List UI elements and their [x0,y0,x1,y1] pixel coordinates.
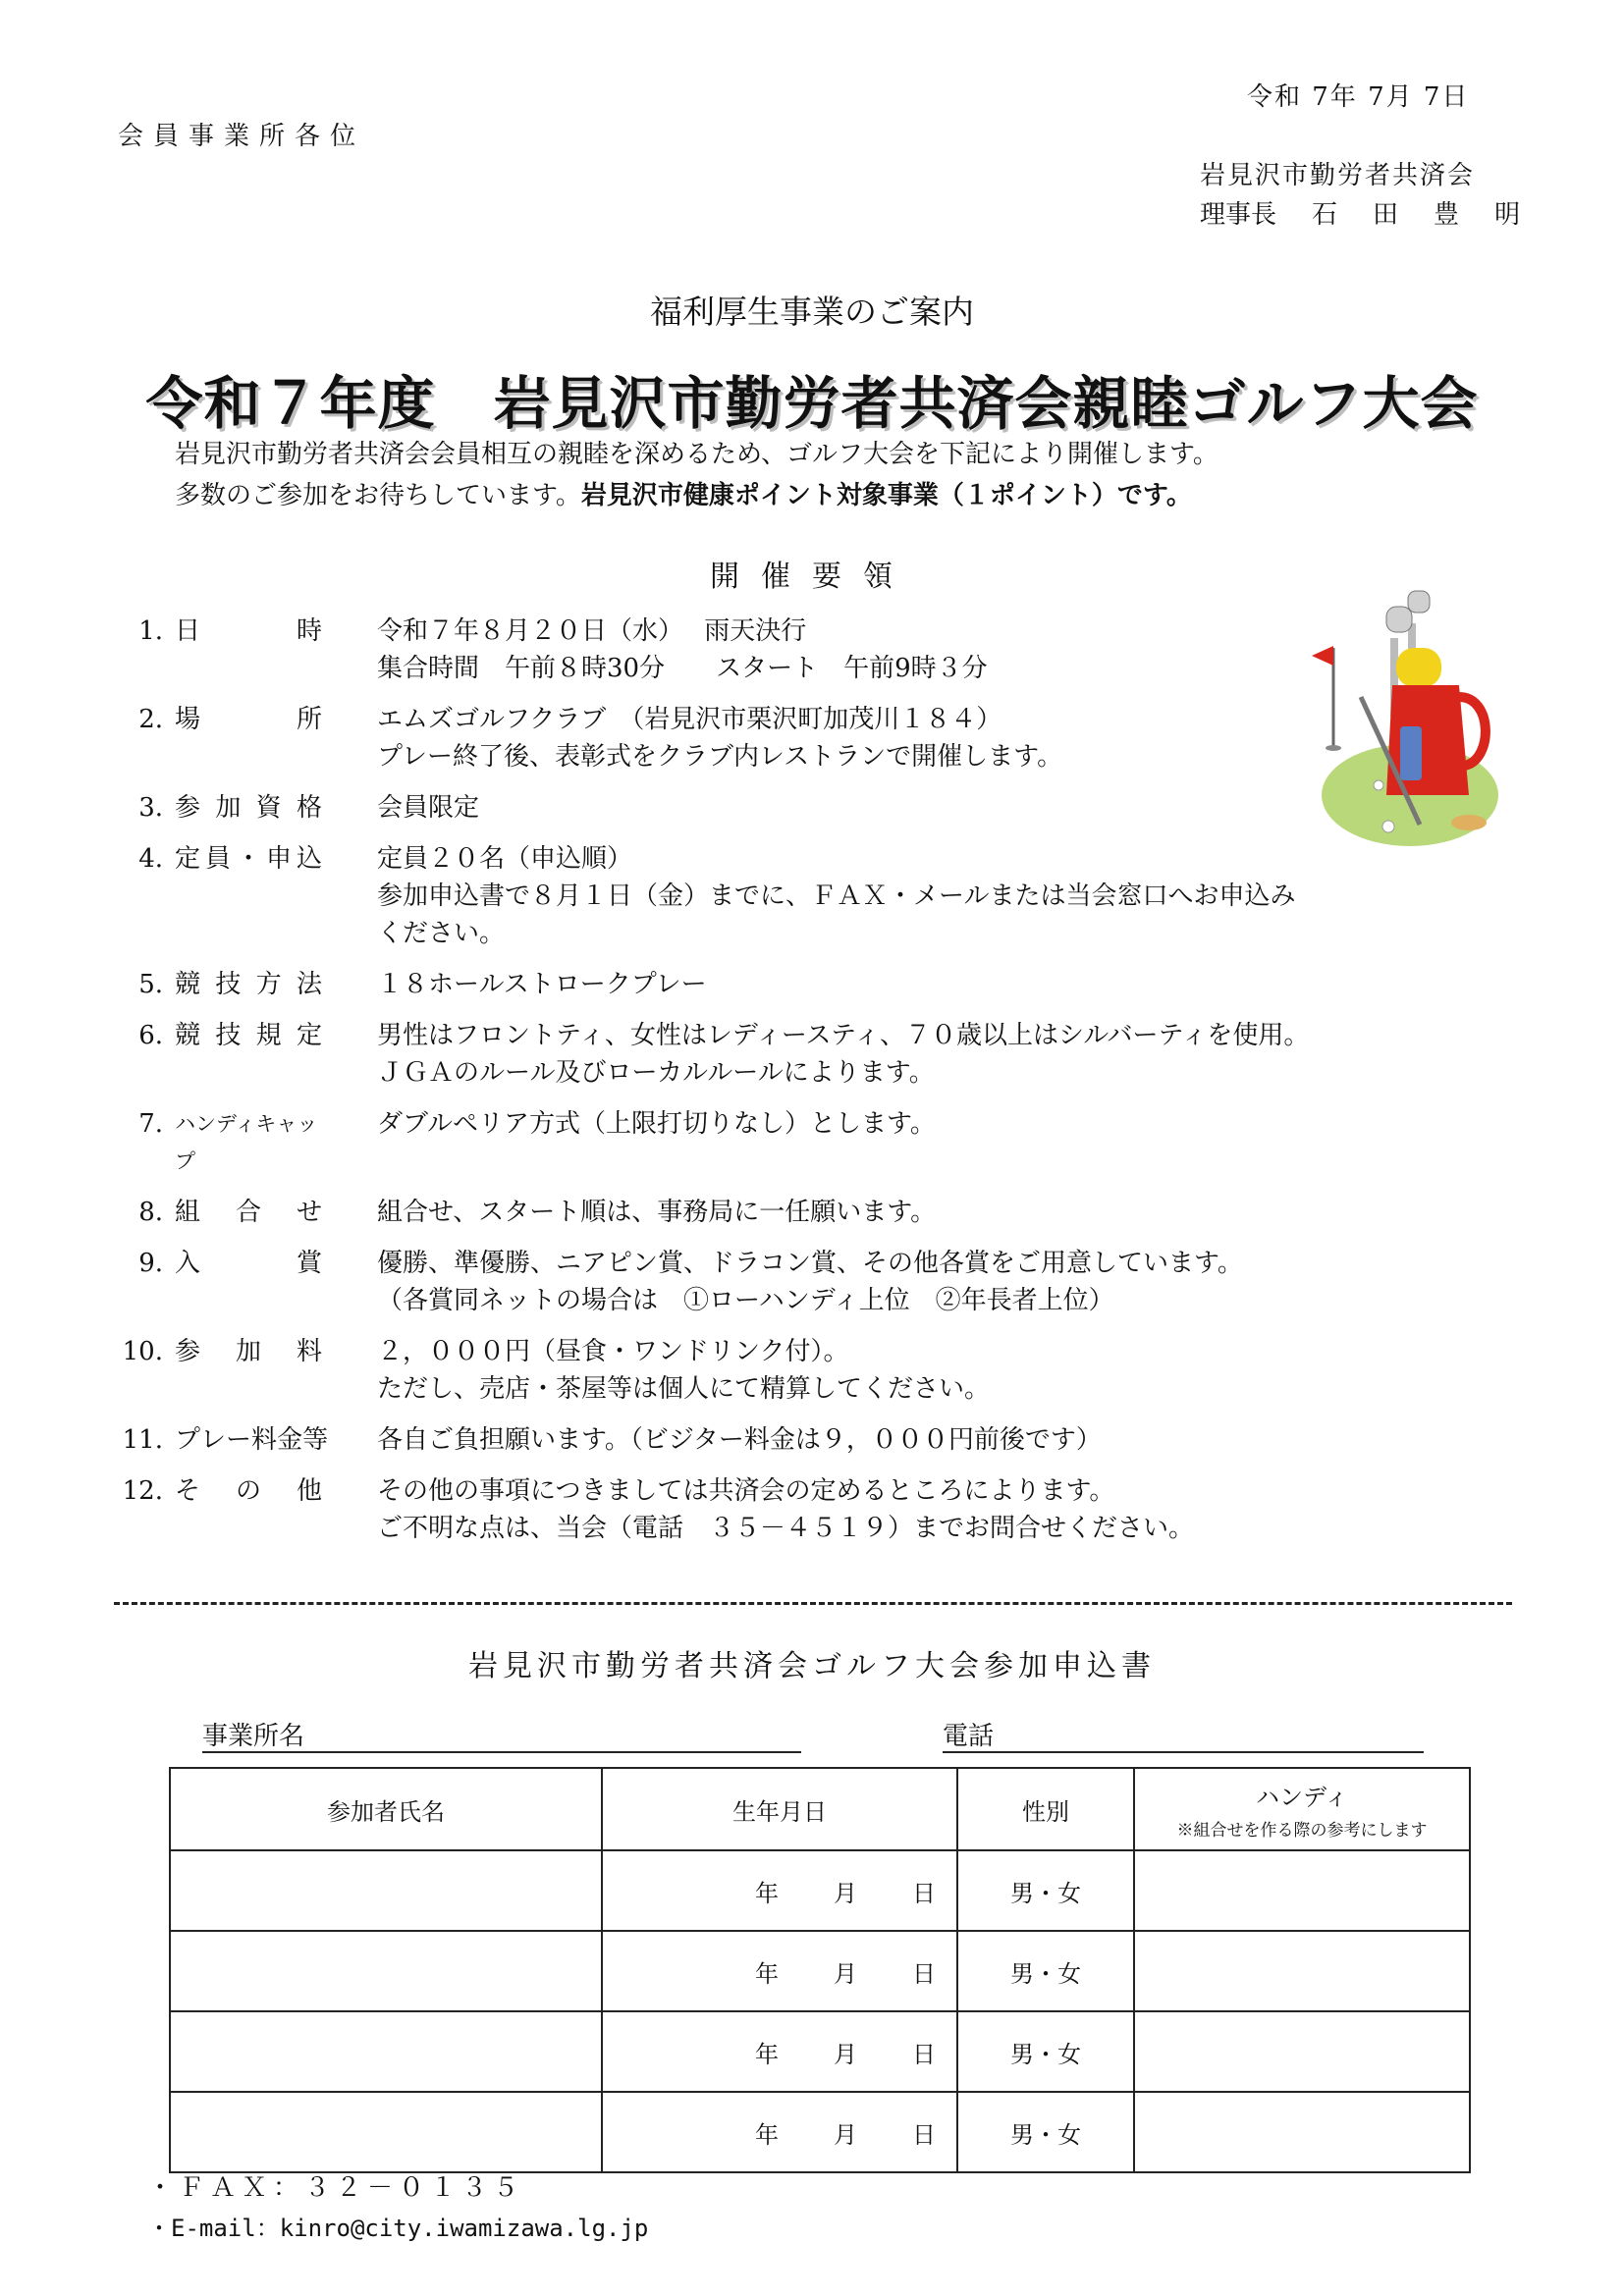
value-line: ２，０００円（昼食・ワンドリンク付）。 [377,1337,849,1366]
label-char: 入 [175,1249,201,1278]
table-row [170,1931,1470,2011]
item-number: 11. [122,1425,163,1455]
label-char: 参 [175,793,201,823]
header-name: 参加者氏名 [170,1768,602,1850]
item-label [175,1333,322,1408]
table-row [170,2011,1470,2092]
label-char: 等 [302,1425,329,1455]
header-sex: 性別 [957,1768,1134,1850]
label-char: レ [200,1425,227,1455]
registration-table [169,1767,1471,2173]
item-value [377,966,707,1003]
handi-cell[interactable] [1134,1931,1470,2011]
contact-email[interactable]: ・E-mail：kinro@city.iwamizawa.lg.jp [147,2215,649,2242]
intro-line-2-plain: 多数のご参加をお待ちしています。 [175,481,581,510]
issue-date: 令和 7年 7月 7日 [1247,82,1470,112]
header-handi-label: ハンディ [1255,1784,1349,1811]
item-number: 8. [138,1198,163,1227]
label-char: 場 [175,705,201,734]
contact-fax: ・ＦＡＸ：３２－０１３５ [147,2173,525,2203]
handi-cell[interactable] [1134,1850,1470,1931]
value-line: ダブルペリア方式（上限打切りなし）とします。 [377,1109,936,1139]
chair-name-4: 明 [1494,200,1521,230]
header-handi [1134,1768,1470,1850]
header-handi-note: ※組合せを作る際の参考にします [1176,1821,1428,1841]
value-line: １８ホールストロークプレー [377,970,707,999]
item-value [377,1194,936,1231]
item-number: 9. [138,1249,163,1278]
label-char: 組 [175,1198,201,1227]
cut-line [114,1602,1512,1605]
value-line: エムズゴルフクラブ （岩見沢市栗沢町加茂川１８４） [377,705,1002,734]
value-line: 定員２０名（申込順） [377,844,633,874]
item-value [377,1472,1194,1547]
value-line: ください。 [377,919,506,948]
item-label [175,1017,322,1092]
year-label: 年 [755,2040,779,2068]
item-number: 3. [138,793,163,823]
table-header-row [170,1768,1470,1850]
year-label: 年 [755,1879,779,1907]
item-label [175,1194,322,1231]
label-char: 料 [251,1425,278,1455]
label-char: ー [226,1425,252,1455]
label-char: 法 [296,970,322,999]
label-char: 所 [296,705,322,734]
section-heading: 開催要領 [710,560,914,594]
item-label [175,701,322,775]
recipient: 会員事業所各位 [118,122,366,151]
label-char: 加 [215,793,242,823]
item-label [175,613,322,687]
item-label [175,1245,322,1319]
label-char: 技 [215,970,242,999]
label-char: 資 [255,793,282,823]
value-line: 優勝、準優勝、ニアピン賞、ドラコン賞、その他各賞をご用意しています。 [377,1249,1243,1278]
sex-cell[interactable]: 男・女 [957,2092,1134,2172]
sender-chair [1200,194,1520,231]
item-label [175,789,322,827]
label-char: ・ [235,844,261,874]
office-name-label: 事業所名 [202,1722,305,1751]
sex-cell[interactable]: 男・女 [957,1850,1134,1931]
participant-name-cell[interactable] [170,2092,602,2172]
label-char: 加 [235,1337,261,1366]
label-char: 込 [296,844,322,874]
item-number: 7. [138,1109,163,1139]
handi-cell[interactable] [1134,2011,1470,2092]
label-char: 方 [255,970,282,999]
value-line: ご不明な点は、当会（電話 ３５－４５１９）までお問合せください。 [377,1514,1195,1543]
label-char: 賞 [296,1249,322,1278]
label-char: 他 [296,1476,322,1506]
label-char: 規 [255,1021,282,1050]
label-char: 申 [265,844,292,874]
value-line: 男性はフロントティ、女性はレディースティ、７０歳以上はシルバーティを使用。 [377,1021,1310,1050]
label-char: プ [175,1425,201,1455]
label-char: 格 [296,793,322,823]
table-row [170,1850,1470,1931]
month-label: 月 [834,2120,857,2149]
intro-line-2 [175,475,1192,511]
birthdate-cell[interactable] [602,1850,957,1931]
day-label: 日 [912,1879,936,1907]
participant-name-cell[interactable] [170,2011,602,2092]
label-char: 定 [296,1021,322,1050]
month-label: 月 [834,2040,857,2068]
guideline-item-7 [118,1105,1492,1180]
value-line: ＪＧＡのルール及びローカルルールによります。 [377,1058,935,1088]
label-char: そ [175,1476,201,1506]
sex-cell[interactable]: 男・女 [957,1931,1134,2011]
item-number: 2. [138,705,163,734]
sender-org: 岩見沢市勤労者共済会 [1200,161,1476,190]
birthdate-cell[interactable] [602,2092,957,2172]
health-point-notice: 岩見沢市健康ポイント対象事業（１ポイント）です。 [580,481,1192,510]
item-value [377,1105,936,1180]
label-char: 金 [277,1425,303,1455]
guideline-item-11 [118,1421,1492,1459]
form-title: 岩見沢市勤労者共済会ゴルフ大会参加申込書 [468,1649,1156,1683]
item-number: 10. [122,1337,163,1366]
label-char: 参 [175,1337,201,1366]
item-label [175,840,322,952]
chair-name-1: 石 [1312,200,1338,230]
guideline-item-5 [118,966,1492,1003]
label-char: の [235,1476,261,1506]
label-char: 時 [296,616,322,646]
label-char: 員 [204,844,231,874]
item-label [175,1421,329,1459]
item-value [377,789,479,827]
item-value [377,613,988,687]
day-label: 日 [912,2040,936,2068]
value-line: （各賞同ネットの場合は ①ローハンディ上位 ②年長者上位） [377,1286,1114,1315]
guideline-item-4 [118,840,1492,952]
office-name-field[interactable] [202,1716,801,1753]
label-char: 技 [215,1021,242,1050]
phone-label: 電話 [943,1722,995,1751]
item-number: 6. [138,1021,163,1050]
item-label: ハンディキャップ [175,1112,318,1173]
year-label: 年 [755,1959,779,1988]
chair-name-3: 豊 [1434,200,1460,230]
month-label: 月 [834,1879,857,1907]
phone-field[interactable] [943,1716,1424,1753]
birthdate-cell[interactable] [602,1931,957,2011]
guideline-item-12 [118,1472,1492,1547]
value-line: 会員限定 [377,793,480,823]
label-char: 日 [175,616,201,646]
value-line: 参加申込書で８月１日（金）までに、ＦＡＸ・メールまたは当会窓口へお申込み [377,881,1296,911]
value-line: 各自ご負担願います。（ビジター料金は９，０００円前後です） [377,1425,1102,1455]
birthdate-cell[interactable] [602,2011,957,2092]
item-number: 1. [138,616,163,646]
guideline-list [118,613,1492,1561]
guideline-item-10 [118,1333,1492,1408]
club-head-2 [1408,591,1430,613]
item-value [377,1421,1102,1459]
header-birth: 生年月日 [602,1768,957,1850]
value-line: 集合時間 午前８時30分 スタート 午前9時３分 [377,654,988,683]
value-line: ただし、売店・茶屋等は個人にて精算してください。 [377,1374,991,1404]
item-label [175,966,322,1003]
guideline-item-1 [118,613,1492,687]
item-value [377,1333,990,1408]
value-line: 令和７年８月２０日（水） 雨天決行 [377,616,807,646]
participant-name-cell[interactable] [170,1931,602,2011]
sex-cell[interactable]: 男・女 [957,2011,1134,2092]
label-char: 定 [175,844,201,874]
handi-cell[interactable] [1134,2092,1470,2172]
guideline-item-9 [118,1245,1492,1319]
day-label: 日 [912,1959,936,1988]
participant-name-cell[interactable] [170,1850,602,1931]
guideline-item-8 [118,1194,1492,1231]
label-char: 合 [235,1198,261,1227]
table-row [170,2092,1470,2172]
subtitle: 福利厚生事業のご案内 [650,293,974,331]
page-title: 令和７年度 岩見沢市勤労者共済会親睦ゴルフ大会 [145,370,1479,437]
label-char: 料 [296,1337,322,1366]
label-char: せ [296,1198,322,1227]
item-number: 5. [138,970,163,999]
item-value [377,701,1062,775]
chair-name-2: 田 [1373,200,1399,230]
label-char: 競 [175,970,201,999]
month-label: 月 [834,1959,857,1988]
item-value [377,1245,1243,1319]
chair-title: 理事長 [1200,200,1277,230]
value-line: プレー終了後、表彰式をクラブ内レストランで開催します。 [377,742,1063,772]
label-char: 競 [175,1021,201,1050]
value-line: 組合せ、スタート順は、事務局に一任願います。 [377,1198,937,1227]
item-value [377,1017,1309,1092]
intro-line-1: 岩見沢市勤労者共済会会員相互の親睦を深めるため、ゴルフ大会を下記により開催します。 [175,440,1218,469]
item-value [377,840,1295,952]
item-label [175,1472,322,1547]
day-label: 日 [912,2120,936,2149]
year-label: 年 [755,2120,779,2149]
item-number: 4. [138,844,163,874]
guideline-item-2 [118,701,1492,775]
item-number: 12. [122,1476,163,1506]
value-line: その他の事項につきましては共済会の定めるところによります。 [377,1476,1115,1506]
guideline-item-3 [118,789,1492,827]
guideline-item-6 [118,1017,1492,1092]
